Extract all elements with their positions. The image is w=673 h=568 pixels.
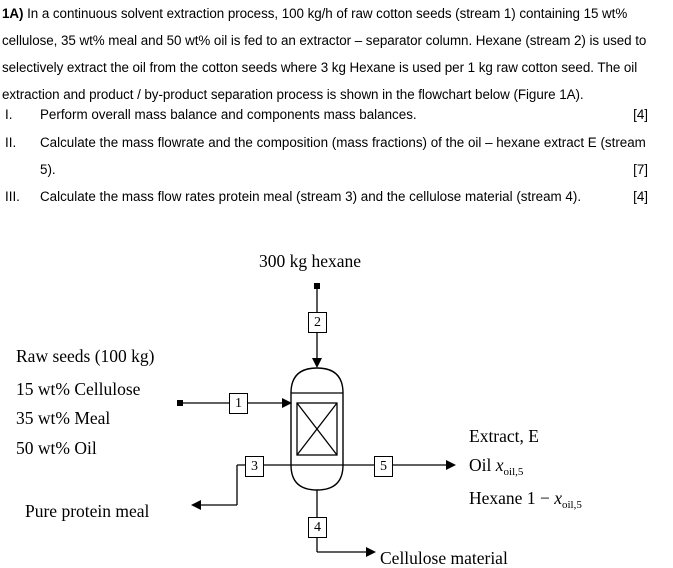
question-1-marks: [4] [633, 107, 648, 122]
question-2-continuation: 5). [40, 162, 56, 177]
cellulose-outlet-arrowhead [366, 547, 376, 557]
extract-hexane [469, 488, 582, 515]
feed-source-marker [177, 400, 183, 406]
extract-title: Extract, E [469, 426, 539, 446]
stream-5-box: 5 [374, 456, 393, 477]
question-3-number: III. [5, 189, 20, 204]
stream-4-box: 4 [308, 517, 327, 538]
question-2-text: Calculate the mass flowrate and the composition (mass fractions) of the oil – hexane extract E (stream [40, 135, 646, 150]
stream-1-box: 1 [229, 393, 248, 414]
extract-hexane-sub: oil,5 [561, 499, 582, 511]
stream-3-box: 3 [245, 456, 264, 477]
problem-line-4: extraction and product / by-product separation process is shown in the flowchart below (Figure 1A). [2, 87, 584, 102]
extract-oil-sub: oil,5 [503, 466, 524, 478]
question-2-marks: [7] [633, 162, 648, 177]
hexane-label: 300 kg hexane [259, 251, 362, 271]
hexane-source-marker [314, 283, 320, 289]
extract-hexane-prefix: Hexane 1 − [469, 488, 550, 508]
protein-outlet-arrowhead [191, 500, 201, 510]
question-3-text: Calculate the mass flow rates protein meal (stream 3) and the cellulose material (stream 4). [40, 189, 582, 204]
problem-text-1: In a continuous solvent extraction process, 100 kg/h of raw cotton seeds (stream 1) containing 15 wt% [27, 6, 628, 21]
feed-title: Raw seeds (100 kg) [16, 346, 155, 366]
cellulose-material-label: Cellulose material [380, 548, 508, 568]
question-2-number: II. [5, 135, 17, 150]
problem-line-3: selectively extract the oil from the cotton seeds where 3 kg Hexane is used per 1 kg raw cotton seed. The oil [2, 60, 638, 75]
question-1-text: Perform overall mass balance and components mass balances. [40, 107, 417, 122]
extract-oil-prefix: Oil [469, 455, 492, 475]
feed-cellulose: 15 wt% Cellulose [16, 379, 141, 399]
feed-meal: 35 wt% Meal [16, 408, 111, 428]
problem-label: 1A) [2, 6, 24, 21]
hexane-feed-arrowhead [312, 358, 322, 368]
extract-oil [469, 455, 523, 482]
feed-oil: 50 wt% Oil [16, 438, 97, 458]
question-3-marks: [4] [633, 189, 648, 204]
extract-oil-var: x [495, 455, 504, 475]
problem-line-2: cellulose, 35 wt% meal and 50 wt% oil is fed to an extractor – separator column. Hexane (stream 2) is used to [2, 33, 647, 48]
protein-meal-label: Pure protein meal [25, 501, 150, 521]
extract-hexane-var: x [554, 488, 562, 508]
extract-outlet-arrowhead [446, 460, 456, 470]
stream-2-box: 2 [308, 312, 327, 333]
question-1-number: I. [5, 107, 13, 122]
